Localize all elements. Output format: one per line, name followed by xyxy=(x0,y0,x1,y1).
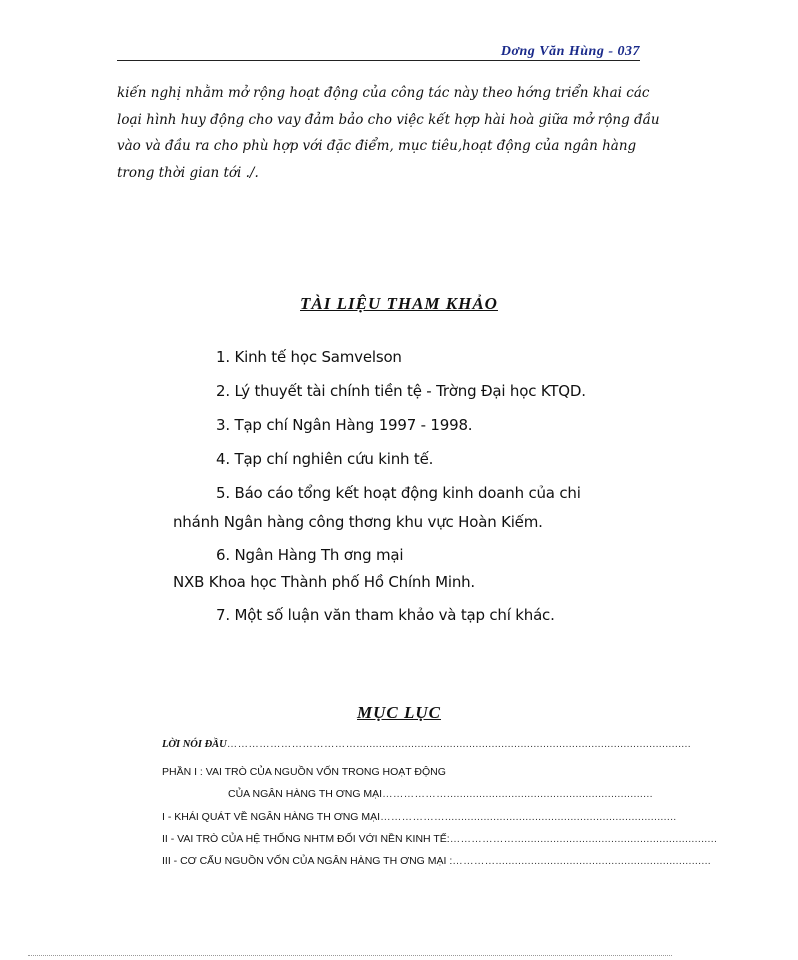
toc-row[interactable] xyxy=(162,855,712,867)
toc-row-leader: ………………............................................................... xyxy=(449,833,718,845)
reference-item: NXB Khoa học Thành phố Hồ Chính Minh. xyxy=(173,573,475,591)
paragraph-line: trong thời gian tới ./. xyxy=(117,164,259,181)
reference-item: 7. Một số luận văn tham khảo và tạp chí khác. xyxy=(216,606,555,624)
toc-row-label: LỜI NÓI ĐẦU xyxy=(162,739,227,750)
header-author: Dơng Văn Hùng - 037 xyxy=(500,44,640,59)
footer-rule xyxy=(28,955,672,956)
paragraph-line: loại hình huy động cho vay đảm bảo cho việc kết hợp hài hoà giữa mở rộng đầu xyxy=(117,111,660,128)
toc-row-label: CỦA NGÂN HÀNG TH ƠNG MẠI xyxy=(228,788,383,800)
reference-item: 5. Báo cáo tổng kết hoạt động kinh doanh của chi xyxy=(216,484,581,502)
paragraph-line: kiến nghị nhằm mở rộng hoạt động của công tác này theo hớng triển khai các xyxy=(117,85,650,101)
header-rule xyxy=(117,60,640,61)
toc-row[interactable] xyxy=(162,811,677,823)
toc-row[interactable] xyxy=(162,766,657,778)
toc-row-label: I - KHÁI QUÁT VỀ NGÂN HÀNG TH ƠNG MẠI xyxy=(162,811,381,823)
toc-row[interactable] xyxy=(162,738,691,750)
reference-item: 1. Kinh tế học Samvelson xyxy=(216,348,402,366)
reference-item: nhánh Ngân hàng công thơng khu vực Hoàn Kiếm. xyxy=(173,513,543,531)
toc-title: MỤC LỤC xyxy=(357,703,441,722)
reference-item: 3. Tạp chí Ngân Hàng 1997 - 1998. xyxy=(216,416,473,434)
toc-row-leader: ………………........................................................................ xyxy=(380,811,677,823)
references-title: TÀI LIỆU THAM KHẢO xyxy=(300,294,498,313)
toc-row[interactable] xyxy=(162,833,718,845)
reference-item: 2. Lý thuyết tài chính tiền tệ - Trờng Đại học KTQD. xyxy=(216,382,586,400)
toc-row-label: II - VAI TRÒ CỦA HỆ THỐNG NHTM ĐỐI VỚI NỀN KINH TẾ: xyxy=(162,833,450,845)
toc-row[interactable] xyxy=(228,788,653,800)
toc-row-leader: ………………………………........................................................................................................ xyxy=(226,738,691,750)
body-paragraph xyxy=(117,80,660,186)
toc-row-leader: ………………................................................................ xyxy=(382,788,653,800)
paragraph-line: vào và đầu ra cho phù hợp với đặc điểm, mục tiêu,hoạt động của ngân hàng xyxy=(117,138,637,154)
reference-item: 4. Tạp chí nghiên cứu kinh tế. xyxy=(216,450,434,468)
toc-row-leader: …………................................................................... xyxy=(452,855,712,867)
reference-item: 6. Ngân Hàng Th ơng mại xyxy=(216,546,404,564)
toc-row-label: III - CƠ CẤU NGUỒN VỐN CỦA NGÂN HÀNG TH ƠNG MẠI : xyxy=(162,855,453,867)
toc-row-label: PHẦN I : VAI TRÒ CỦA NGUỒN VỐN TRONG HOẠT ĐỘNG xyxy=(162,766,446,778)
